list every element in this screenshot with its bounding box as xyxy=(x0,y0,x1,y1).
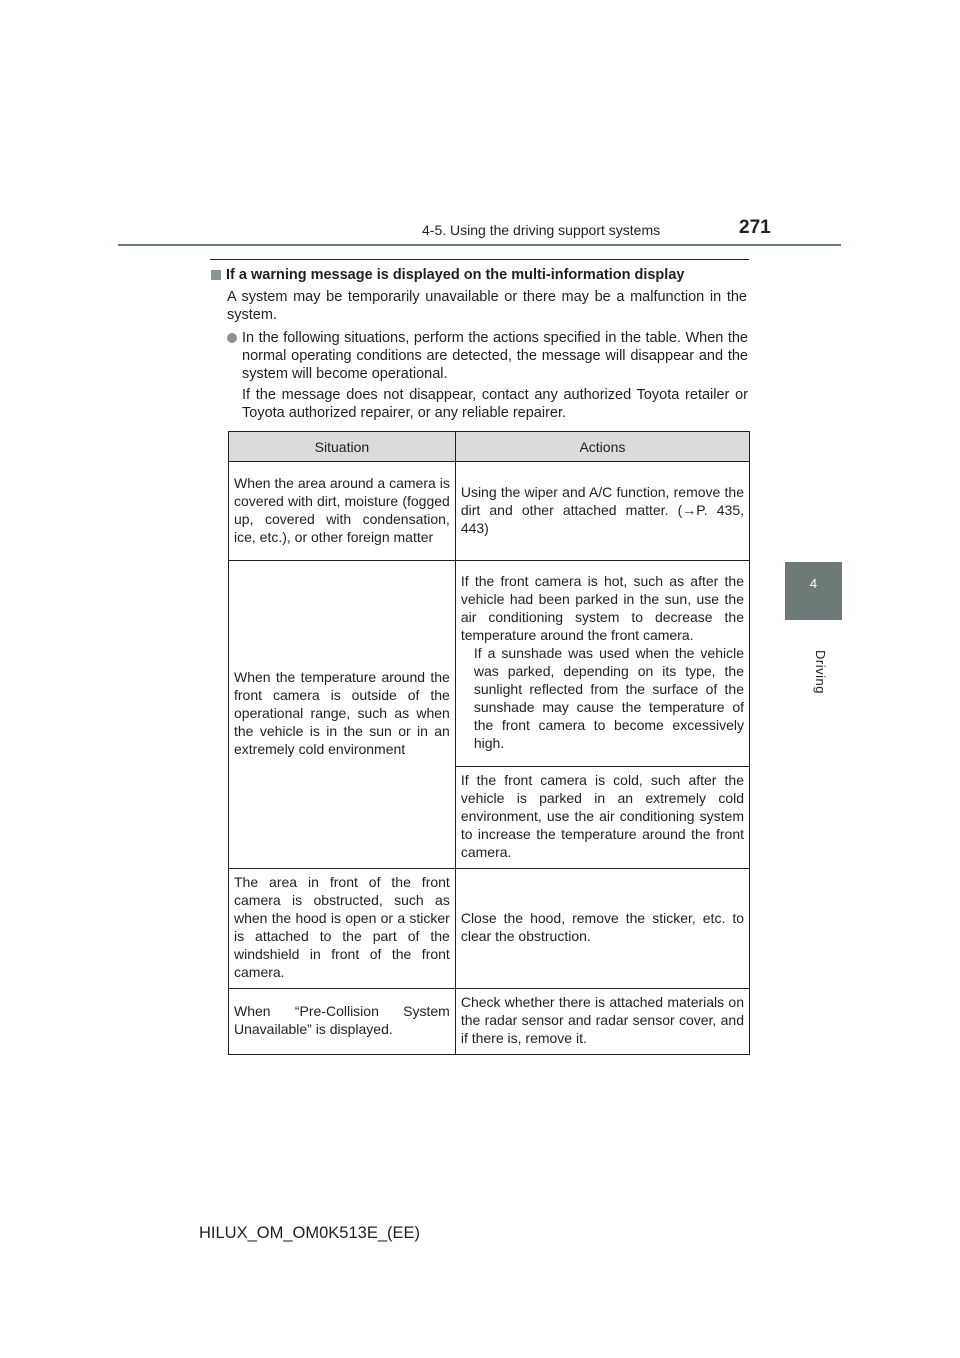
action-cell: Using the wiper and A/C function, remove the dirt and other attached matter. (→P. 435, 443) xyxy=(455,462,749,561)
intro-paragraph: A system may be temporarily unavailable or there may be a malfunction in the system. xyxy=(227,289,747,323)
section-heading xyxy=(211,267,684,283)
header-section-title: 4-5. Using the driving support systems xyxy=(422,222,661,238)
action-cell xyxy=(455,561,749,767)
section-heading-text: If a warning message is displayed on the multi-information display xyxy=(226,267,685,283)
table-row xyxy=(229,561,750,767)
situation-cell: When the area around a camera is covered with dirt, moisture (fogged up, covered with condensation, ice, etc.), or other foreign matter xyxy=(229,462,456,561)
action-note: If a sunshade was used when the vehicle was parked, depending on its type, the sunlight reflected from the surface of the sunshade may cause the temperature of the front camera to become excessively high. xyxy=(473,645,744,751)
action-text: If the front camera is hot, such as after the vehicle had been parked in the sun, use the air conditioning system to decrease the temperature around the front camera. xyxy=(460,573,744,643)
chapter-tab xyxy=(785,562,842,620)
table-row xyxy=(229,869,750,989)
action-cell: If the front camera is cold, such after the vehicle is parked in an extremely cold environment, use the air conditioning system to increase the temperature around the front camera. xyxy=(455,767,749,869)
warning-table xyxy=(228,431,750,1055)
table-row xyxy=(229,989,750,1055)
section-rule xyxy=(210,259,749,260)
table-header-row xyxy=(229,432,750,462)
table-row xyxy=(229,462,750,561)
chapter-tab-number: 4 xyxy=(809,576,818,591)
situation-cell: When the temperature around the front camera is outside of the operational range, such as when the vehicle is in the sun or in an extremely cold environment xyxy=(229,561,456,869)
header-situation: Situation xyxy=(229,432,456,462)
bullet-note-paragraph: If the message does not disappear, contact any authorized Toyota retailer or Toyota authorized repairer, or any reliable repairer. xyxy=(242,387,748,421)
bullet-paragraph: In the following situations, perform the actions specified in the table. When the normal operating conditions are detected, the message will disappear and the system will become operational. xyxy=(242,330,748,382)
action-cell: Close the hood, remove the sticker, etc. to clear the obstruction. xyxy=(455,869,749,989)
chapter-tab-label: Driving xyxy=(813,650,828,694)
page-number: 271 xyxy=(739,217,771,238)
square-bullet-icon xyxy=(211,270,221,280)
header-rule xyxy=(118,244,841,246)
situation-cell: The area in front of the front camera is obstructed, such as when the hood is open or a sticker is attached to the part of the windshield in front of the front camera. xyxy=(229,869,456,989)
footer-code: HILUX_OM_OM0K513E_(EE) xyxy=(199,1224,421,1242)
action-cell: Check whether there is attached materials on the radar sensor and radar sensor cover, and if there is, remove it. xyxy=(455,989,749,1055)
round-bullet-icon xyxy=(227,333,237,343)
header-actions: Actions xyxy=(455,432,749,462)
situation-cell: When “Pre-Collision System Unavailable” is displayed. xyxy=(229,989,456,1055)
